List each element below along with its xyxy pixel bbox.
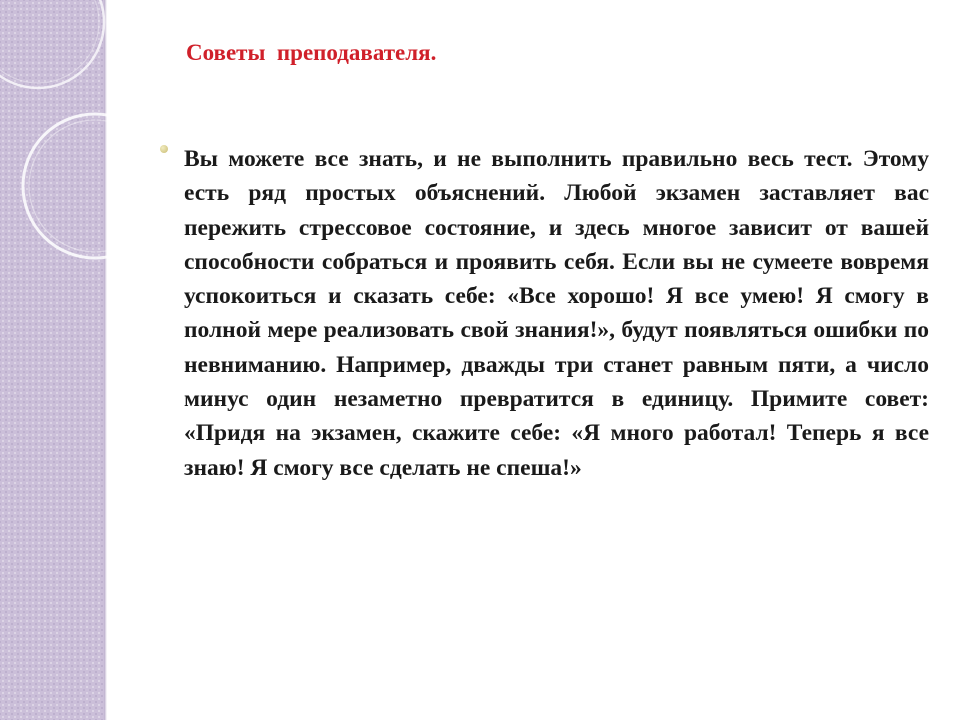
decorative-rings-icon: [0, 0, 140, 300]
bullet-text: Вы можете все знать, и не выполнить правильно весь тест. Этому есть ряд простых объяснений. Любой экзамен заставляет вас пережить стрессовое состояние, и здесь многое зависит от вашей способности собраться и проявить себя. Если вы не сумеете вовремя успокоиться и сказать себе: «Все хорошо! Я все умею! Я смогу в полной мере реализовать свой знания!», будут появляться ошибки по невниманию. Например, дважды три станет равным пяти, а число минус один незаметно превратится в единицу. Примите совет: «Придя на экзамен, скажите себе: «Я много работал! Теперь я все знаю! Я смогу все сделать не спеша!»: [184, 146, 929, 481]
slide-title: Советы преподавателя.: [186, 40, 437, 65]
bullet-dot-icon: [160, 145, 168, 153]
bullet-list: [160, 142, 930, 485]
